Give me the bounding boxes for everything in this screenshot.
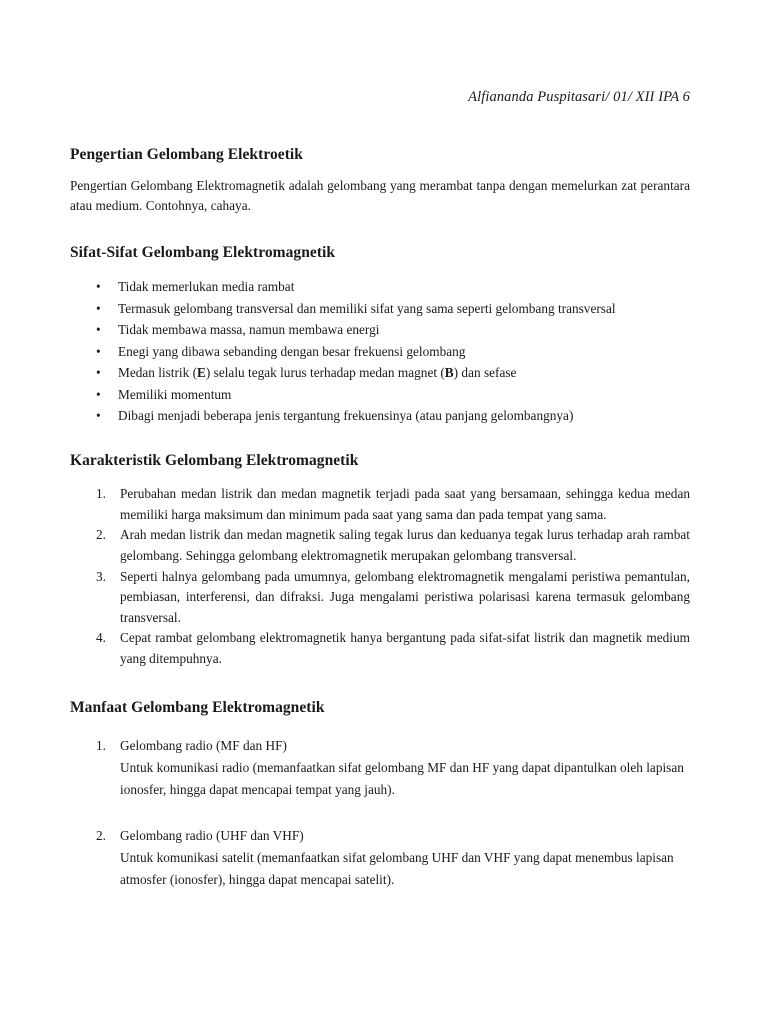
spacer (70, 427, 690, 451)
list-item-text: Tidak memerlukan media rambat (118, 279, 295, 294)
bullet-icon: • (96, 386, 101, 402)
spacer (70, 217, 690, 243)
bullet-icon: • (96, 343, 101, 359)
heading-sifat-sifat: Sifat-Sifat Gelombang Elektromagnetik (70, 243, 336, 261)
list-item (70, 735, 690, 801)
symbol-magnetic-field: B (444, 365, 454, 381)
list-item-text: Cepat rambat gelombang elektromagnetik hanya bergantung pada sifat-sifat listrik dan magnetik medium yang ditempuhnya. (120, 630, 690, 666)
heading-karakteristik: Karakteristik Gelombang Elektromagnetik (70, 451, 359, 469)
list-item (70, 384, 690, 406)
manfaat-item-title: Gelombang radio (MF dan HF) (120, 737, 287, 753)
list-item-medan (70, 362, 690, 384)
sifat-bullet-list (70, 276, 690, 427)
list-item (70, 276, 690, 298)
bullet-icon: • (96, 365, 101, 381)
list-item (70, 525, 690, 566)
text-segment: ) selalu tegak lurus terhadap medan magnet ( (205, 365, 445, 381)
bullet-icon: • (96, 322, 101, 338)
list-item (70, 341, 690, 363)
paragraph-pengertian: Pengertian Gelombang Elektromagnetik adalah gelombang yang merambat tanpa dengan memelurkan zat perantara atau medium. Contohnya, cahaya. (70, 178, 690, 214)
list-item-text: Arah medan listrik dan medan magnetik saling tegak lurus dan keduanya tegak lurus terhadap arah rambat gelombang. Sehingga gelombang elektromagnetik merupakan gelombang transversal. (120, 527, 690, 563)
list-item (70, 298, 690, 320)
document-header-author: Alfiananda Puspitasari/ 01/ XII IPA 6 (468, 89, 690, 105)
list-item (70, 484, 690, 525)
list-item-text: Enegi yang dibawa sebanding dengan besar frekuensi gelombang (118, 343, 466, 359)
bullet-icon: • (96, 300, 101, 316)
karakteristik-numbered-list (70, 484, 690, 669)
list-marker: 1. (96, 486, 106, 502)
manfaat-item-title: Gelombang radio (UHF dan VHF) (120, 828, 304, 844)
list-item-text: Seperti halnya gelombang pada umumnya, gelombang elektromagnetik mengalami peristiwa pemantulan, pembiasan, interferensi, dan difraksi. Juga mengalami peristiwa polarisasi karena termasuk gelombang transversal. (120, 568, 690, 625)
list-item-text: Memiliki momentum (118, 386, 232, 402)
list-marker: 3. (96, 568, 106, 584)
list-item-text: Termasuk gelombang transversal dan memiliki sifat yang sama seperti gelombang transversal (118, 300, 616, 316)
list-item-text: Perubahan medan listrik dan medan magnetik terjadi pada saat yang bersamaan, sehingga kedua medan memiliki harga maksimum dan minimum pada saat yang sama dan pada tempat yang sama. (120, 486, 690, 522)
list-item-text: Dibagi menjadi beberapa jenis tergantung frekuensinya (atau panjang gelombangnya) (118, 408, 574, 424)
list-marker: 2. (96, 527, 106, 543)
symbol-electric-field: E (197, 365, 206, 381)
list-item (70, 825, 690, 891)
bullet-icon: • (96, 279, 101, 294)
text-segment: ) dan sefase (453, 365, 517, 381)
list-marker: 4. (96, 630, 106, 646)
list-item (70, 628, 690, 669)
manfaat-numbered-list (70, 735, 690, 891)
list-item (70, 319, 690, 341)
bullet-icon: • (96, 408, 101, 424)
heading-pengertian: Pengertian Gelombang Elektroetik (70, 145, 303, 163)
spacer (70, 107, 690, 145)
manfaat-item-description: Untuk komunikasi radio (memanfaatkan sifat gelombang MF dan HF yang dapat dipantulkan oleh lapisan ionosfer, hingga dapat mencapai tempat yang jauh). (120, 760, 684, 798)
list-marker: 1. (96, 737, 106, 753)
heading-manfaat: Manfaat Gelombang Elektromagnetik (70, 698, 325, 716)
manfaat-item-description: Untuk komunikasi satelit (memanfaatkan sifat gelombang UHF dan VHF yang dapat menembus lapisan atmosfer (ionosfer), hingga dapat mencapai satelit). (120, 850, 674, 888)
list-item-text: Tidak membawa massa, namun membawa energi (118, 322, 380, 338)
document-content (70, 0, 690, 891)
list-marker: 2. (96, 828, 106, 844)
list-item (70, 567, 690, 629)
spacer (70, 670, 690, 698)
text-segment: Medan listrik ( (118, 365, 198, 381)
list-item-text (118, 365, 516, 380)
list-item (70, 405, 690, 427)
